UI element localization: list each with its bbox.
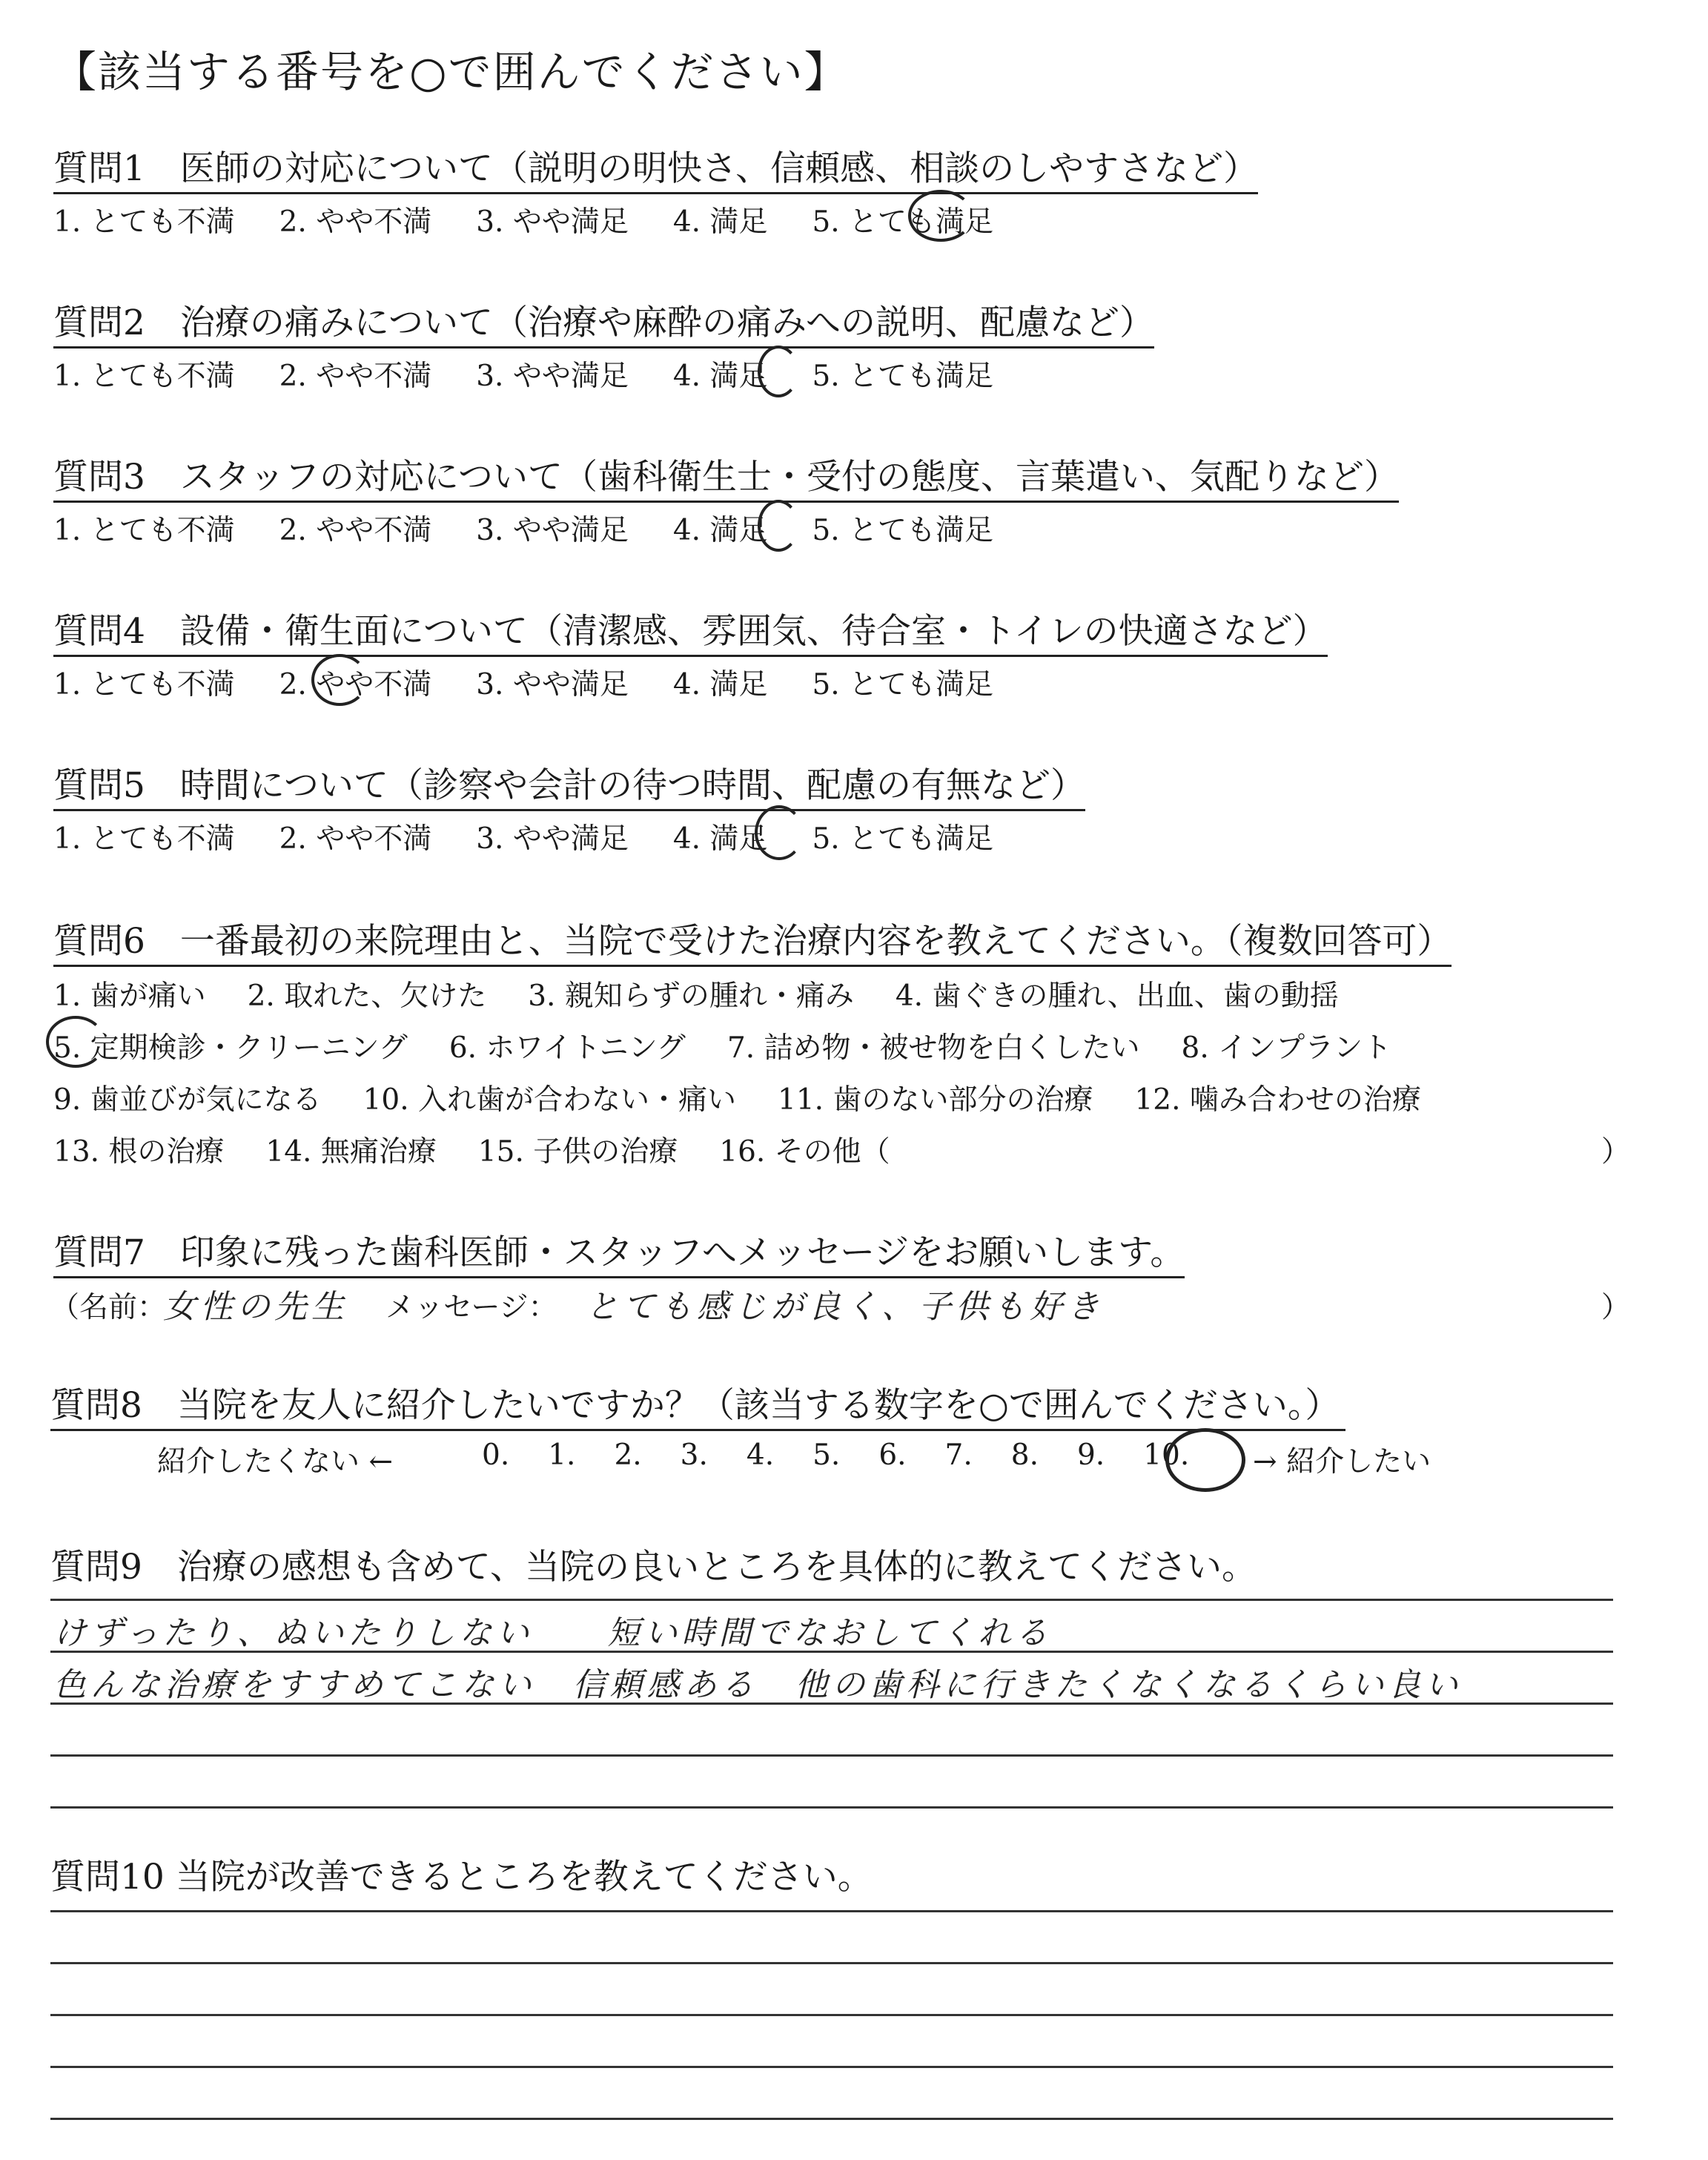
question-5-options xyxy=(53,816,993,857)
q7-name-label: （名前： xyxy=(50,1291,167,1324)
q6-option-15[interactable]: 15. 子供の治療 xyxy=(477,1135,678,1169)
q9-line xyxy=(50,1754,1613,1757)
q4-selection-circle xyxy=(311,654,368,706)
q5-selection-circle xyxy=(755,805,804,860)
question-7-title: 質問7 印象に残った歯科医師・スタッフへメッセージをお願いします。 xyxy=(53,1225,1185,1278)
q9-answer-line-1[interactable]: けずったり、ぬいたりしない 短い時間でなおしてくれる xyxy=(53,1614,1053,1652)
question-1-title: 質問1 医師の対応について（説明の明快さ、信頼感、相談のしやすさなど） xyxy=(53,141,1258,194)
q6-option-9[interactable]: 9. 歯並びが気になる xyxy=(53,1083,322,1117)
q8-scale-7[interactable]: 7. xyxy=(944,1439,973,1472)
q4-option-2[interactable]: 2. やや不満 xyxy=(279,668,432,701)
q3-option-3[interactable]: 3. やや満足 xyxy=(476,514,629,547)
q6-selection-circle xyxy=(46,1016,105,1068)
q8-scale-4[interactable]: 4. xyxy=(746,1439,775,1472)
q6-option-5[interactable]: 5. 定期検診・クリーニング xyxy=(53,1031,408,1065)
q9-line xyxy=(50,1702,1613,1705)
q6-option-12[interactable]: 12. 噛み合わせの治療 xyxy=(1134,1083,1421,1117)
q4-option-5[interactable]: 5. とても満足 xyxy=(812,668,994,701)
question-5-title: 質問5 時間について（診察や会計の待つ時間、配慮の有無など） xyxy=(53,758,1085,811)
q8-scale-9[interactable]: 9. xyxy=(1076,1439,1105,1472)
q6-option-1[interactable]: 1. 歯が痛い xyxy=(53,980,206,1013)
q4-option-1[interactable]: 1. とても不満 xyxy=(53,668,235,701)
q8-left-label: 紹介したくない ← xyxy=(157,1445,394,1479)
q1-option-3[interactable]: 3. やや満足 xyxy=(476,205,629,239)
q6-row-4 xyxy=(53,1129,890,1170)
q4-option-4[interactable]: 4. 満足 xyxy=(672,668,768,701)
q6-other-close-paren: ） xyxy=(1601,1135,1631,1169)
q3-selection-circle xyxy=(758,500,799,552)
q10-line xyxy=(50,2066,1613,2068)
q8-selection-circle xyxy=(1165,1428,1245,1492)
q8-scale-5[interactable]: 5. xyxy=(812,1439,841,1472)
q9-answer-line-2[interactable]: 色んな治療をすすめてこない 信頼感ある 他の歯科に行きたくなくなるくらい良い xyxy=(53,1666,1463,1704)
question-1-options xyxy=(53,199,993,240)
q6-option-8[interactable]: 8. インプラント xyxy=(1181,1031,1392,1065)
q6-row-2 xyxy=(53,1025,1391,1066)
q3-option-2[interactable]: 2. やや不満 xyxy=(279,514,432,547)
q5-option-5[interactable]: 5. とても満足 xyxy=(812,822,994,856)
q6-option-4[interactable]: 4. 歯ぐきの腫れ、出血、歯の動揺 xyxy=(895,980,1339,1013)
q1-option-4[interactable]: 4. 満足 xyxy=(672,205,768,239)
q7-close-paren: ） xyxy=(1601,1291,1631,1324)
q2-option-5[interactable]: 5. とても満足 xyxy=(812,360,994,393)
q10-line xyxy=(50,2118,1613,2120)
q6-option-6[interactable]: 6. ホワイトニング xyxy=(448,1031,686,1065)
question-10-title: 質問10 当院が改善できるところを教えてください。 xyxy=(50,1857,873,1898)
q3-option-4[interactable]: 4. 満足 xyxy=(672,514,768,547)
q8-scale-8[interactable]: 8. xyxy=(1010,1439,1039,1472)
q2-option-1[interactable]: 1. とても不満 xyxy=(53,360,235,393)
q6-option-7[interactable]: 7. 詰め物・被せ物を白くしたい xyxy=(726,1031,1140,1065)
question-8-title: 質問8 当院を友人に紹介したいですか？（該当する数字を○で囲んでください。） xyxy=(50,1378,1345,1431)
q1-option-1[interactable]: 1. とても不満 xyxy=(53,205,235,239)
q1-option-5[interactable]: 5. とても満足 xyxy=(812,205,994,239)
q5-option-3[interactable]: 3. やや満足 xyxy=(476,822,629,856)
question-2-title: 質問2 治療の痛みについて（治療や麻酔の痛みへの説明、配慮など） xyxy=(53,295,1154,349)
q10-line xyxy=(50,1962,1613,1964)
q10-line xyxy=(50,1910,1613,1912)
q7-message-handwritten[interactable]: とても感じが良く、子供も好き xyxy=(586,1288,1105,1326)
question-3-options xyxy=(53,507,993,549)
q2-option-4[interactable]: 4. 満足 xyxy=(672,360,768,393)
question-3-title: 質問3 スタッフの対応について（歯科衛生士・受付の態度、言葉遣い、気配りなど） xyxy=(53,449,1399,503)
q8-scale-10[interactable]: 10. xyxy=(1143,1439,1190,1472)
q7-message-label: メッセージ： xyxy=(385,1291,557,1324)
q6-option-13[interactable]: 13. 根の治療 xyxy=(53,1135,225,1169)
q5-option-4[interactable]: 4. 満足 xyxy=(672,822,768,856)
q8-scale-2[interactable]: 2. xyxy=(614,1439,642,1472)
q9-line xyxy=(50,1599,1613,1601)
q9-line xyxy=(50,1651,1613,1653)
question-9-title: 質問9 治療の感想も含めて、当院の良いところを具体的に教えてください。 xyxy=(50,1547,1257,1588)
question-2-options xyxy=(53,353,993,394)
q2-selection-circle xyxy=(758,346,799,397)
q8-right-label: → 紹介したい xyxy=(1253,1445,1431,1479)
q6-option-3[interactable]: 3. 親知らずの腫れ・痛み xyxy=(528,980,854,1013)
q6-option-14[interactable]: 14. 無痛治療 xyxy=(265,1135,437,1169)
question-4-options xyxy=(53,661,993,703)
q2-option-2[interactable]: 2. やや不満 xyxy=(279,360,432,393)
question-4-title: 質問4 設備・衛生面について（清潔感、雰囲気、待合室・トイレの快適さなど） xyxy=(53,604,1328,657)
q3-option-1[interactable]: 1. とても不満 xyxy=(53,514,235,547)
q8-scale xyxy=(482,1439,1189,1472)
q10-line xyxy=(50,2014,1613,2016)
q6-option-16[interactable]: 16. その他（ xyxy=(719,1135,890,1169)
q1-selection-circle xyxy=(908,190,973,242)
q5-option-1[interactable]: 1. とても不満 xyxy=(53,822,235,856)
q6-option-11[interactable]: 11. 歯のない部分の治療 xyxy=(778,1083,1093,1117)
form-instruction: 【該当する番号を○で囲んでください】 xyxy=(53,47,849,97)
q8-scale-6[interactable]: 6. xyxy=(878,1439,907,1472)
q6-option-2[interactable]: 2. 取れた、欠けた xyxy=(247,980,487,1013)
q8-scale-1[interactable]: 1. xyxy=(548,1439,576,1472)
q7-name-handwritten[interactable]: 女性の先生 xyxy=(163,1288,348,1326)
q6-row-1 xyxy=(53,973,1339,1014)
q5-option-2[interactable]: 2. やや不満 xyxy=(279,822,432,856)
q6-row-3 xyxy=(53,1077,1421,1118)
q6-option-10[interactable]: 10. 入れ歯が合わない・痛い xyxy=(363,1083,737,1117)
q8-scale-3[interactable]: 3. xyxy=(680,1439,708,1472)
q1-option-2[interactable]: 2. やや不満 xyxy=(279,205,432,239)
q2-option-3[interactable]: 3. やや満足 xyxy=(476,360,629,393)
q4-option-3[interactable]: 3. やや満足 xyxy=(476,668,629,701)
q9-line xyxy=(50,1806,1613,1809)
question-6-title: 質問6 一番最初の来院理由と、当院で受けた治療内容を教えてください。（複数回答可） xyxy=(53,914,1452,967)
q8-scale-0[interactable]: 0. xyxy=(482,1439,510,1472)
q3-option-5[interactable]: 5. とても満足 xyxy=(812,514,994,547)
